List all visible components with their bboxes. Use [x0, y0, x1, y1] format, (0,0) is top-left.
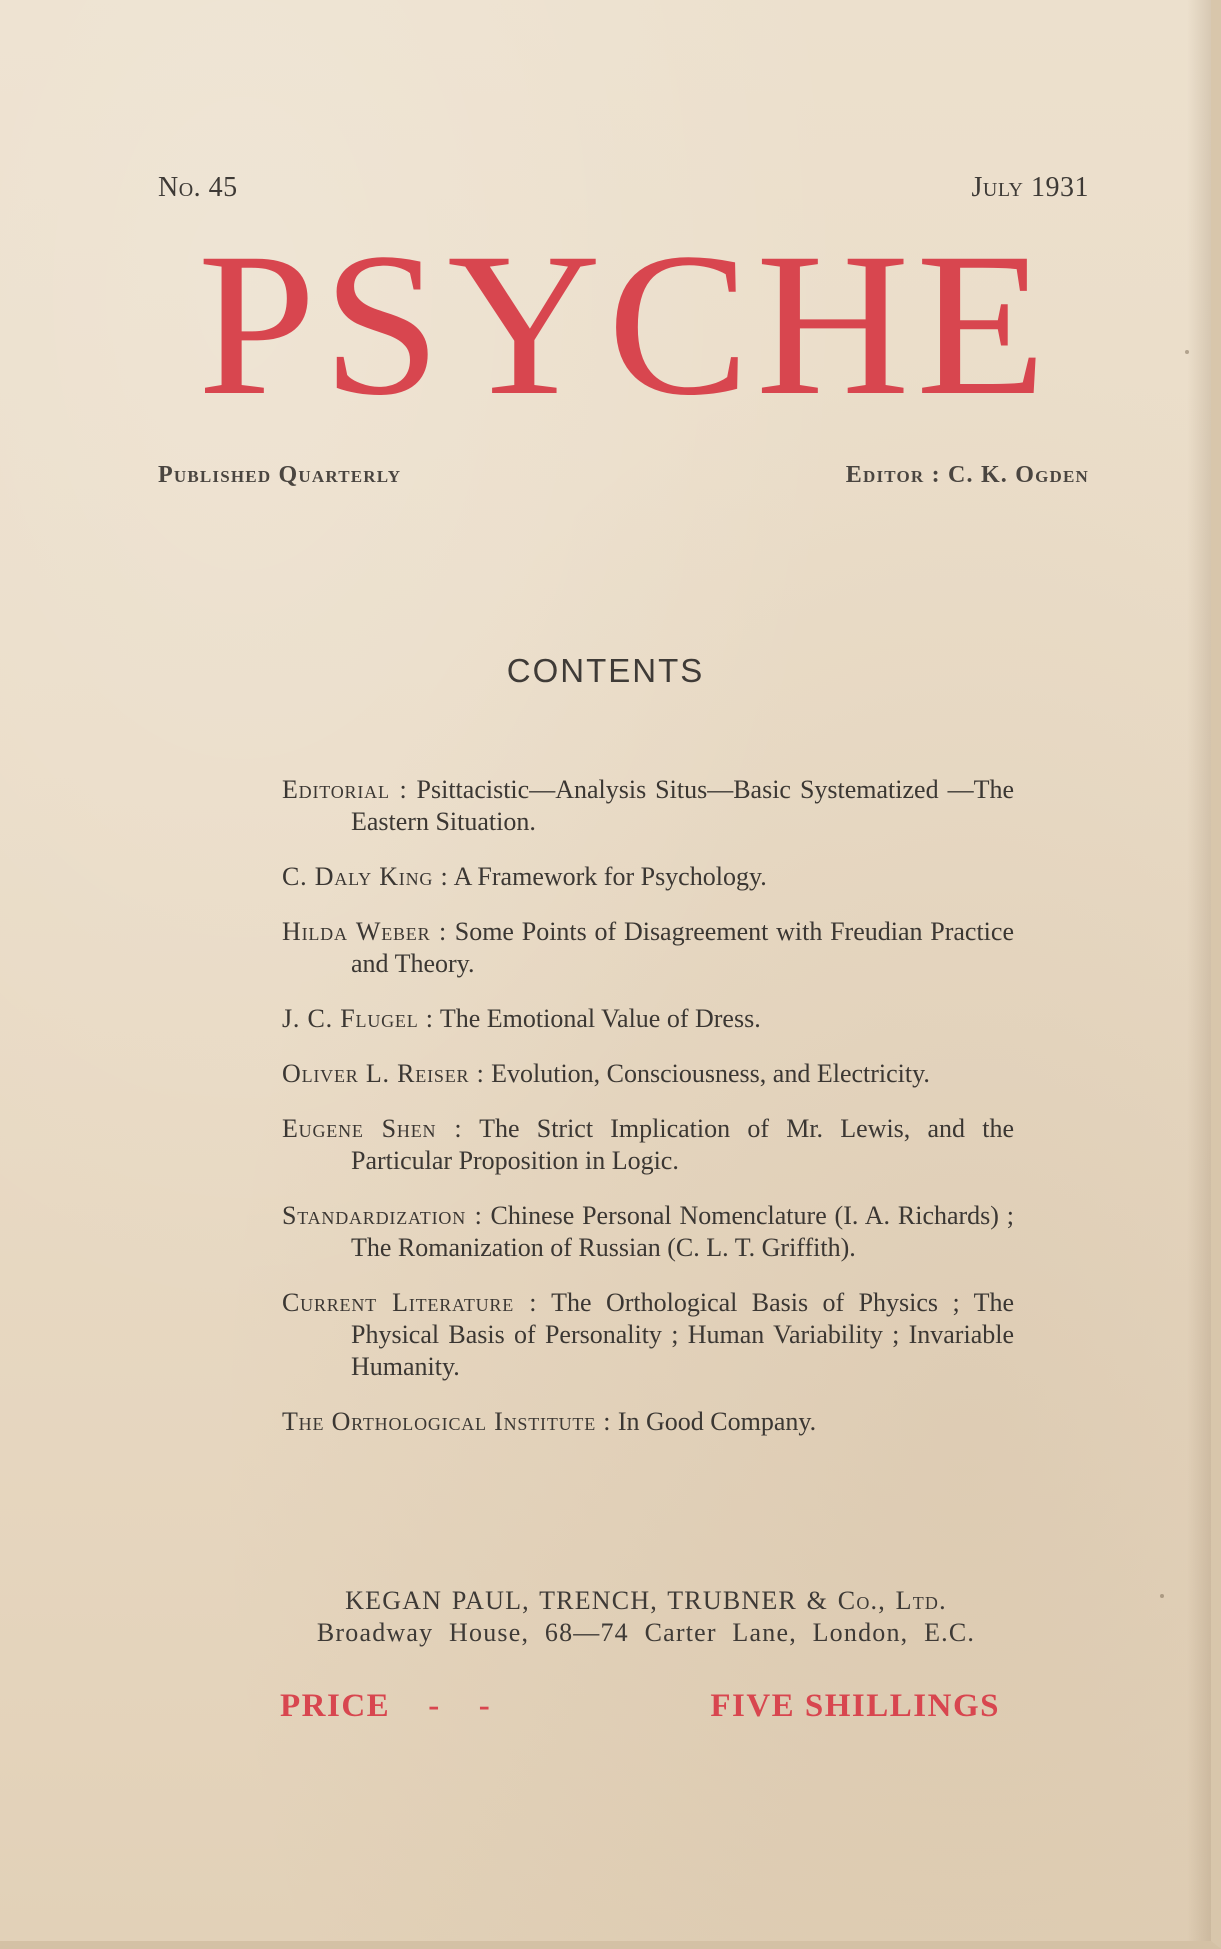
contents-entry — [282, 1406, 1014, 1438]
price-line — [280, 1688, 1000, 1725]
editor-credit: Editor : C. K. Ogden — [845, 462, 1089, 488]
entry-author: Editorial : — [282, 775, 408, 804]
entry-title: Evolution, Consciousness, and Electricity. — [491, 1059, 930, 1088]
price-label: PRICE — [280, 1688, 391, 1724]
contents-entry — [282, 1003, 1014, 1035]
entry-author: C. Daly King : — [282, 862, 449, 891]
entry-author: Eugene Shen : — [282, 1114, 463, 1143]
issue-date: July 1931 — [971, 172, 1089, 203]
contents-entry — [282, 1287, 1014, 1383]
entry-title: The Emotional Value of Dress. — [439, 1004, 761, 1033]
contents-entry — [282, 774, 1014, 838]
contents-entry — [282, 916, 1014, 980]
issue-number: No. 45 — [158, 172, 238, 203]
entry-author: J. C. Flugel : — [282, 1004, 434, 1033]
paper-speck — [1185, 350, 1189, 354]
price-label-group — [280, 1688, 491, 1725]
masthead-subheader — [158, 462, 1089, 489]
issue-header — [158, 172, 1089, 204]
paper-speck — [1160, 1594, 1164, 1598]
journal-title: PSYCHE — [197, 211, 1053, 438]
price-dash: - — [478, 1688, 492, 1724]
entry-title: The Orthological Basis of Physics ; The Physical Basis of Personality ; Human Variability ; Invariable Humanity. — [351, 1288, 1015, 1381]
entry-title: Some Points of Disagreement with Freudian Practice and Theory. — [351, 917, 1014, 978]
contents-entry — [282, 1200, 1014, 1264]
entry-title: Psittacistic—Analysis Situs—Basic Systematized —The Eastern Situation. — [351, 775, 1014, 836]
entry-author: The Orthological Institute : — [282, 1407, 612, 1436]
contents-entry — [282, 1113, 1014, 1177]
publisher-block — [290, 1585, 1002, 1649]
entry-title: The Strict Implication of Mr. Lewis, and the Particular Proposition in Logic. — [351, 1114, 1015, 1175]
publication-frequency: Published Quarterly — [158, 462, 402, 488]
entry-title: In Good Company. — [617, 1407, 817, 1436]
entry-author: Hilda Weber : — [282, 917, 447, 946]
contents-entry — [282, 861, 1014, 893]
entry-title: Chinese Personal Nomenclature (I. A. Richards) ; The Romanization of Russian (C. L. T. Griffith). — [351, 1201, 1015, 1262]
contents-list — [282, 774, 1014, 1461]
entry-title: A Framework for Psychology. — [453, 862, 767, 891]
price-value: FIVE SHILLINGS — [710, 1688, 1000, 1724]
contents-heading: CONTENTS — [506, 652, 705, 689]
entry-author: Current Literature : — [282, 1288, 538, 1317]
price-dash: - — [428, 1688, 441, 1724]
publisher-name: KEGAN PAUL, TRENCH, TRUBNER & Co., Ltd. — [345, 1586, 947, 1615]
publisher-address: Broadway House, 68—74 Carter Lane, London, E.C. — [316, 1618, 976, 1647]
contents-entry — [282, 1058, 1014, 1090]
page-edge-shadow — [1187, 0, 1211, 1941]
entry-author: Oliver L. Reiser : — [282, 1059, 485, 1088]
entry-author: Standardization : — [282, 1201, 483, 1230]
